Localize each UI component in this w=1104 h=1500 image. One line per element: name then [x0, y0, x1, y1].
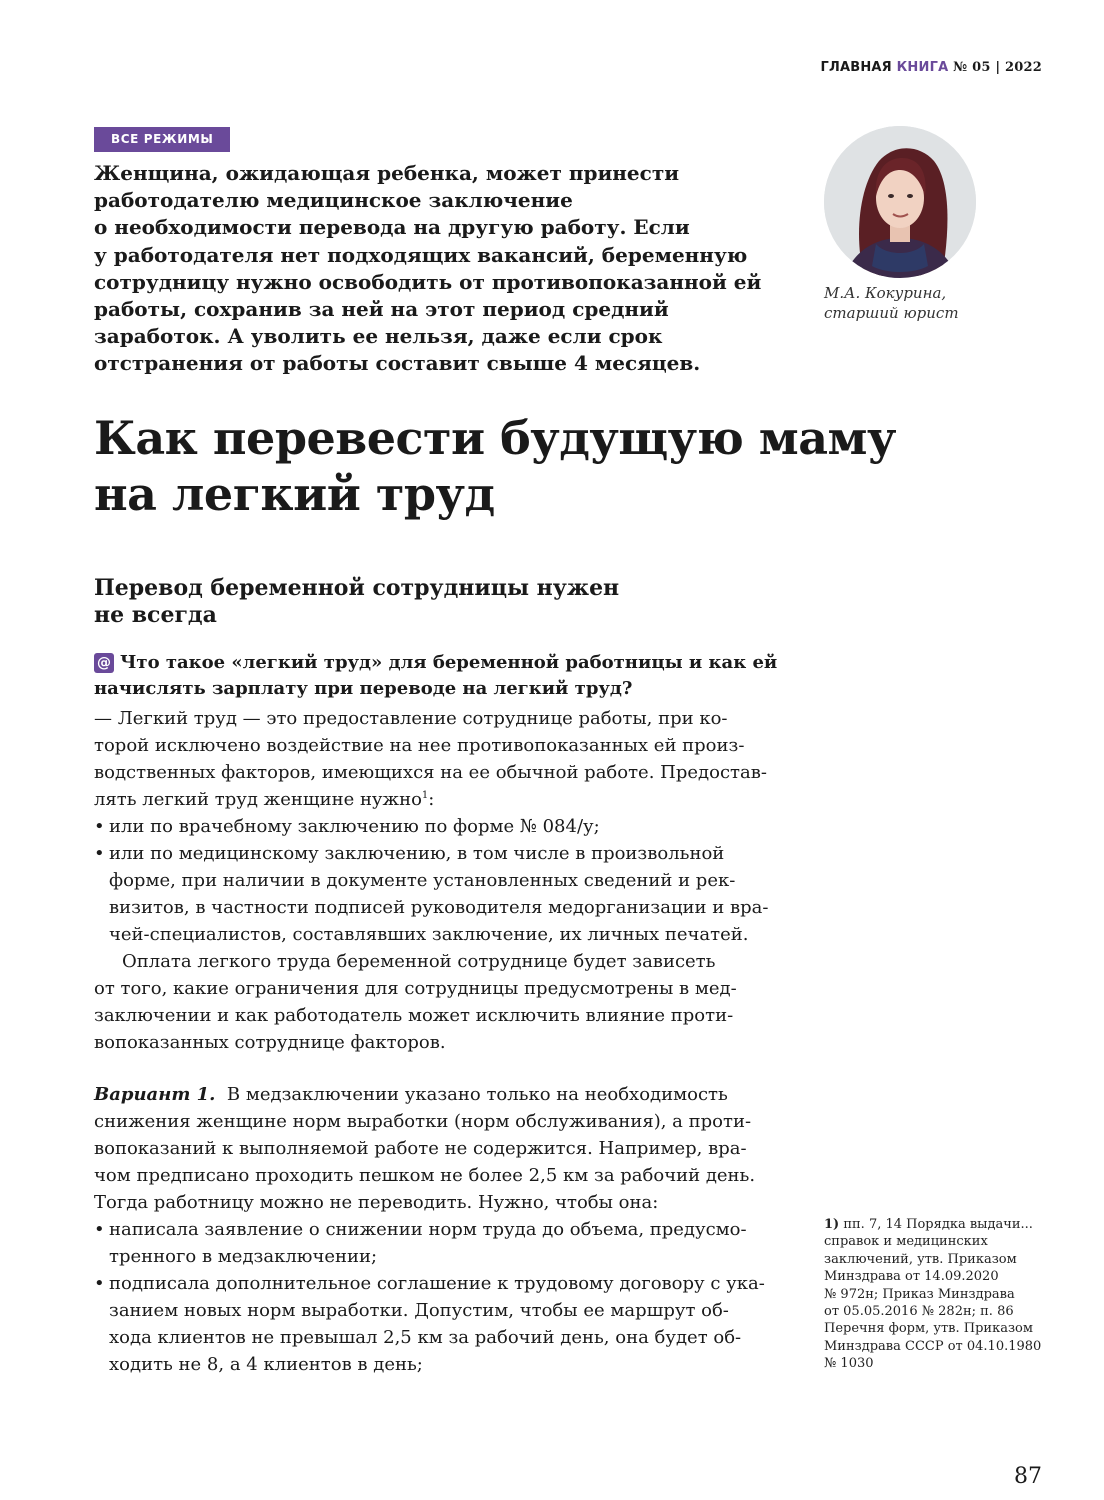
section-heading-line: Перевод беременной сотрудницы нужен	[94, 575, 620, 601]
lead-line: работодателю медицинское заключение	[94, 188, 573, 213]
footnote-line: Минздрава от 14.09.2020	[824, 1269, 999, 1285]
answer-line: водственных факторов, имеющихся на ее обычной работе. Предостав-	[94, 762, 767, 783]
question-line: Что такое «легкий труд» для беременной работницы и как ей	[120, 652, 778, 673]
bullet-icon: •	[94, 1219, 105, 1240]
variant-line: вопоказаний к выполняемой работе не содержится. Например, вра-	[94, 1138, 747, 1159]
footnote-line: Перечня форм, утв. Приказом	[824, 1321, 1033, 1337]
variant-label: Вариант 1.	[94, 1084, 216, 1105]
answer-text	[94, 705, 768, 1056]
variant-line: снижения женщине норм выработки (норм обслуживания), а проти-	[94, 1111, 752, 1132]
answer-line: торой исключено воздействие на нее противопоказанных ей произ-	[94, 735, 745, 756]
author-photo	[824, 126, 976, 278]
list-item-line: чей-специалистов, составлявших заключение, их личных печатей.	[109, 924, 749, 945]
list-item: • или по врачебному заключению по форме № 084/у;	[94, 813, 768, 840]
running-header	[820, 60, 1042, 75]
footnote-number: 1)	[824, 1217, 840, 1232]
footnote-line: № 1030	[824, 1356, 874, 1372]
author-caption	[824, 283, 959, 323]
footnote-line: справок и медицинских	[824, 1234, 988, 1250]
issue-number: № 05 | 2022	[953, 60, 1042, 75]
variant-section	[94, 1081, 765, 1378]
lead-line: отстранения от работы составит свыше 4 месяцев.	[94, 351, 701, 376]
list-item: • подписала дополнительное соглашение к трудовому договору с ука-	[94, 1270, 765, 1297]
lead-line: работы, сохранив за ней на этот период средний	[94, 297, 669, 322]
reader-question	[94, 650, 778, 702]
title-line: Как перевести будущую маму	[94, 411, 896, 465]
question-line: начислять зарплату при переводе на легкий труд?	[94, 678, 633, 699]
magazine-name: ГЛАВНАЯ	[820, 60, 892, 75]
email-at-icon: @	[94, 653, 114, 673]
bullet-icon: •	[94, 816, 105, 837]
footnote-line: заключений, утв. Приказом	[824, 1251, 1017, 1267]
answer-line: — Легкий труд — это предоставление сотруднице работы, при ко-	[94, 708, 728, 729]
list-item-line: занием новых норм выработки. Допустим, чтобы ее маршрут об-	[109, 1300, 729, 1321]
list-item-line: визитов, в частности подписей руководителя медорганизации и вра-	[109, 897, 769, 918]
page-number: 87	[1014, 1464, 1042, 1489]
paragraph-line: от того, какие ограничения для сотрудницы предусмотрены в мед-	[94, 978, 737, 999]
magazine-name-accent: КНИГА	[896, 60, 949, 75]
lead-line: Женщина, ожидающая ребенка, может принести	[94, 161, 680, 185]
author-portrait-image	[824, 126, 976, 278]
footnote-ref: 1	[421, 790, 429, 801]
footnote	[824, 1216, 1044, 1373]
list-item-line: тренного в медзаключении;	[109, 1246, 378, 1267]
list-item-line: ходить не 8, а 4 клиентов в день;	[109, 1354, 423, 1375]
footnote-line: Минздрава СССР от 04.10.1980	[824, 1338, 1042, 1354]
lead-line: о необходимости перевода на другую работу. Если	[94, 215, 690, 240]
rubric-tag: ВСЕ РЕЖИМЫ	[94, 127, 230, 152]
title-line: на легкий труд	[94, 467, 495, 521]
paragraph-line: Оплата легкого труда беременной сотруднице будет зависеть	[122, 951, 716, 972]
lead-line: сотрудницу нужно освободить от противопоказанной ей	[94, 269, 762, 294]
footnote-line: пп. 7, 14 Порядка выдачи...	[843, 1217, 1033, 1232]
section-heading	[94, 575, 619, 629]
article-title	[94, 410, 896, 522]
list-item-line: форме, при наличии в документе установленных сведений и рек-	[109, 870, 736, 891]
variant-line: чом предписано проходить пешком не более 2,5 км за рабочий день.	[94, 1165, 756, 1186]
author-role: старший юрист	[824, 304, 959, 322]
list-item: • или по медицинскому заключению, в том числе в произвольной	[94, 840, 768, 867]
list-item: • написала заявление о снижении норм труда до объема, предусмо-	[94, 1216, 765, 1243]
list-item-line: хода клиентов не превышал 2,5 км за рабочий день, она будет об-	[109, 1327, 742, 1348]
author-name: М.А. Кокурина,	[824, 284, 947, 302]
footnote-line: № 972н; Приказ Минздрава	[824, 1286, 1015, 1302]
answer-line: лять легкий труд женщине нужно$^1$:	[94, 789, 435, 810]
lead-paragraph	[94, 160, 794, 378]
bullet-icon: •	[94, 843, 105, 864]
lead-line: заработок. А уволить ее нельзя, даже если срок	[94, 324, 663, 349]
paragraph-line: заключении и как работодатель может исключить влияние проти-	[94, 1005, 734, 1026]
variant-line: Тогда работницу можно не переводить. Нужно, чтобы она:	[94, 1192, 659, 1213]
variant-line: В медзаключении указано только на необходимость	[226, 1084, 728, 1105]
section-heading-line: не всегда	[94, 602, 217, 628]
bullet-icon: •	[94, 1273, 105, 1294]
lead-line: у работодателя нет подходящих вакансий, беременную	[94, 242, 748, 267]
paragraph-line: вопоказанных сотруднице факторов.	[94, 1032, 446, 1053]
footnote-line: от 05.05.2016 № 282н; п. 86	[824, 1304, 1014, 1320]
